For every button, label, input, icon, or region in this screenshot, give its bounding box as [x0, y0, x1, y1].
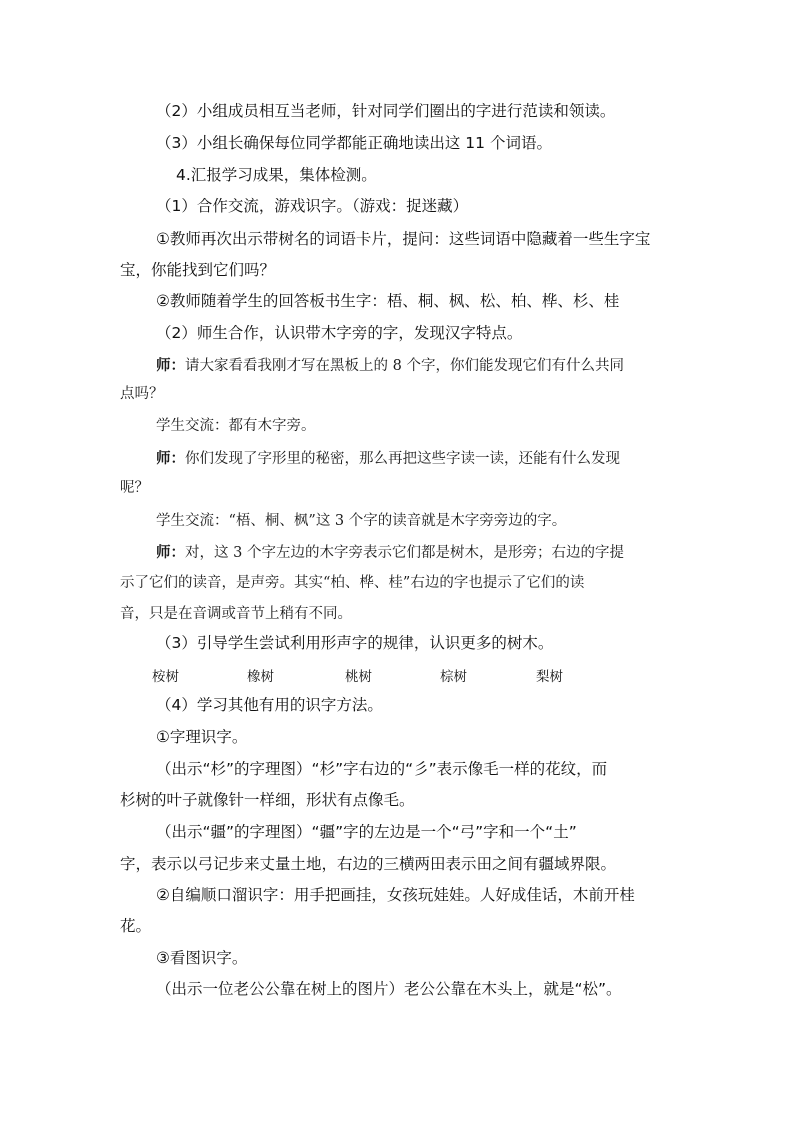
dialogue-line: 学生交流：都有木字旁。	[156, 418, 316, 434]
tree-word: 桃树	[345, 669, 372, 685]
paragraph-line: ①字理识字。	[156, 728, 248, 746]
dialogue-line: 点吗？	[120, 386, 164, 402]
paragraph-line: ②自编顺口溜识字：用手把画挂，女孩玩娃娃。人好成佳话，木前开桂	[156, 886, 635, 904]
teacher-label: 师：	[156, 450, 185, 467]
paragraph-line: （4）学习其他有用的识字方法。	[156, 696, 383, 714]
tree-word: 橡树	[247, 669, 274, 685]
dialogue-line: 音，只是在音调或音节上稍有不同。	[120, 606, 352, 622]
teacher-label: 师：	[156, 357, 185, 374]
paragraph-line: （出示“杉”的字理图）“杉”字右边的“彡”表示像毛一样的花纹，而	[156, 760, 608, 778]
paragraph-line: ①教师再次出示带树名的词语卡片，提问：这些词语中隐藏着一些生字宝	[156, 230, 651, 248]
paragraph-line: 杉树的叶子就像针一样细，形状有点像毛。	[120, 791, 415, 809]
paragraph-line: 花。	[120, 917, 152, 935]
paragraph-line: ②教师随着学生的回答板书生字：梧、桐、枫、松、柏、桦、杉、桂	[156, 292, 620, 310]
paragraph-line: （2）小组成员相互当老师，针对同学们圈出的字进行范读和领读。	[156, 102, 616, 120]
dialogue-line: 学生交流：“梧、桐、枫”这 3 个字的读音就是木字旁旁边的字。	[156, 513, 567, 529]
dialogue-line: 呢？	[120, 480, 149, 496]
dialogue-line: 师：请大家看看我刚才写在黑板上的 8 个字，你们能发现它们有什么共同	[156, 357, 624, 374]
paragraph-line: 宝，你能找到它们吗？	[120, 261, 276, 279]
tree-word: 梨树	[536, 669, 563, 685]
paragraph-line: （3）引导学生尝试利用形声字的规律，认识更多的树木。	[156, 634, 554, 652]
tree-word: 桉树	[152, 669, 179, 685]
paragraph-line: （出示一位老公公靠在树上的图片）老公公靠在木头上，就是“松”。	[156, 980, 622, 998]
paragraph-line: （3）小组长确保每位同学都能正确地读出这 11 个词语。	[156, 134, 552, 152]
dialogue-line: 师：你们发现了字形里的秘密，那么再把这些字读一读，还能有什么发现	[156, 450, 620, 467]
tree-word: 棕树	[440, 669, 467, 685]
paragraph-line: （出示“疆”的字理图）“疆”字的左边是一个“弓”字和一个“土”	[156, 823, 577, 841]
paragraph-line: （1）合作交流，游戏识字。（游戏：捉迷藏）	[156, 197, 469, 215]
teacher-label: 师：	[156, 544, 185, 561]
dialogue-line: 师：对，这 3 个字左边的木字旁表示它们都是树木，是形旁；右边的字提	[156, 544, 624, 561]
dialogue-line: 示了它们的读音，是声旁。其实“柏、桦、桂”右边的字也提示了它们的读	[120, 575, 585, 591]
paragraph-line: （2）师生合作，认识带木字旁的字，发现汉字特点。	[156, 324, 523, 342]
paragraph-line: 字，表示以弓记步来丈量土地，右边的三横两田表示田之间有疆域界限。	[120, 855, 617, 873]
paragraph-line: 4.汇报学习成果，集体检测。	[176, 166, 377, 184]
paragraph-line: ③看图识字。	[156, 949, 248, 967]
